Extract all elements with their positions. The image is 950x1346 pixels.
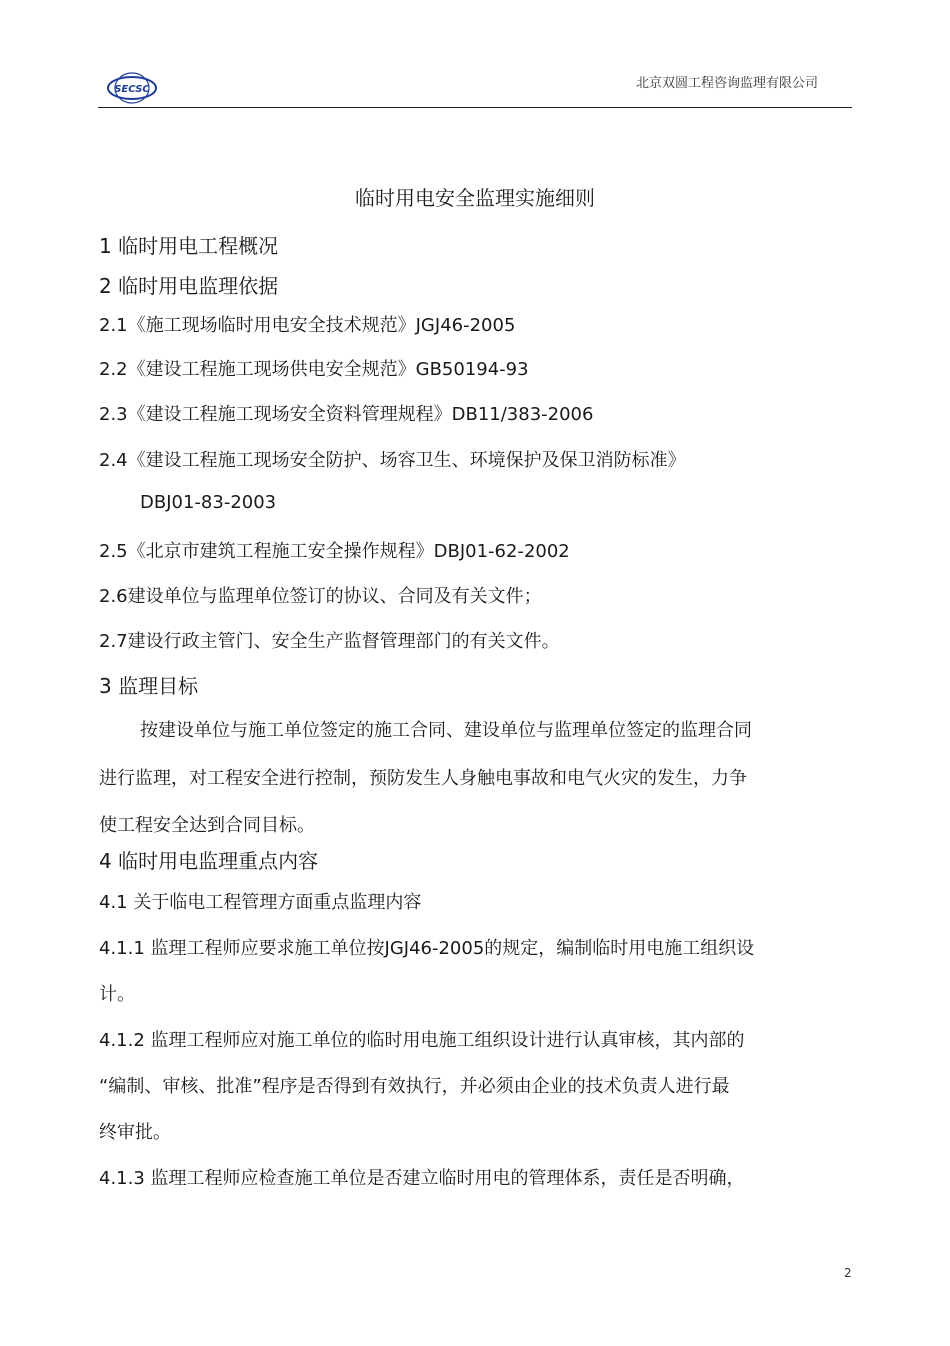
basis-item-2-3: 2.3《建设工程施工现场安全资料管理规程》DB11/383-2006 xyxy=(99,404,594,425)
item-4-1-2-line-3: 终审批。 xyxy=(99,1122,171,1143)
document-title: 临时用电安全监理实施细则 xyxy=(355,186,595,210)
basis-item-2-2: 2.2《建设工程施工现场供电安全规范》GB50194-93 xyxy=(99,359,529,380)
basis-item-2-5: 2.5《北京市建筑工程施工安全操作规程》DBJ01-62-2002 xyxy=(99,541,570,562)
item-4-1-1-line-2: 计。 xyxy=(99,984,135,1005)
objective-paragraph-line-3: 使工程安全达到合同目标。 xyxy=(99,815,315,836)
section-2-heading: 2 临时用电监理依据 xyxy=(99,274,279,298)
item-4-1-2-line-1: 4.1.2 监理工程师应对施工单位的临时用电施工组织设计进行认真审核，其内部的 xyxy=(99,1030,745,1051)
header-rule xyxy=(98,107,852,108)
section-1-heading: 1 临时用电工程概况 xyxy=(99,234,279,258)
basis-item-2-6: 2.6建设单位与监理单位签订的协议、合同及有关文件； xyxy=(99,586,542,607)
subsection-4-1: 4.1 关于临电工程管理方面重点监理内容 xyxy=(99,892,422,913)
objective-paragraph-line-2: 进行监理，对工程安全进行控制，预防发生人身触电事故和电气火灾的发生，力争 xyxy=(99,768,747,789)
item-4-1-2-line-2: “编制、审核、批准”程序是否得到有效执行，并必须由企业的技术负责人进行最 xyxy=(99,1076,730,1097)
basis-item-2-4-cont: DBJ01-83-2003 xyxy=(140,492,277,513)
item-4-1-1-line-1: 4.1.1 监理工程师应要求施工单位按JGJ46-2005的规定，编制临时用电施工组织设 xyxy=(99,938,755,959)
basis-item-2-4: 2.4《建设工程施工现场安全防护、场容卫生、环境保护及保卫消防标准》 xyxy=(99,450,686,471)
company-logo xyxy=(106,70,158,106)
basis-item-2-7: 2.7建设行政主管门、安全生产监督管理部门的有关文件。 xyxy=(99,631,560,652)
item-4-1-3-line-1: 4.1.3 监理工程师应检查施工单位是否建立临时用电的管理体系，责任是否明确， xyxy=(99,1168,745,1189)
section-3-heading: 3 监理目标 xyxy=(99,674,199,698)
page-number: 2 xyxy=(844,1266,852,1280)
section-4-heading: 4 临时用电监理重点内容 xyxy=(99,849,319,873)
company-name: 北京双圆工程咨询监理有限公司 xyxy=(635,76,818,91)
svg-text:SECSC: SECSC xyxy=(114,84,150,95)
objective-paragraph-line-1: 按建设单位与施工单位签定的施工合同、建设单位与监理单位签定的监理合同 xyxy=(140,720,752,741)
basis-item-2-1: 2.1《施工现场临时用电安全技术规范》JGJ46-2005 xyxy=(99,315,516,336)
